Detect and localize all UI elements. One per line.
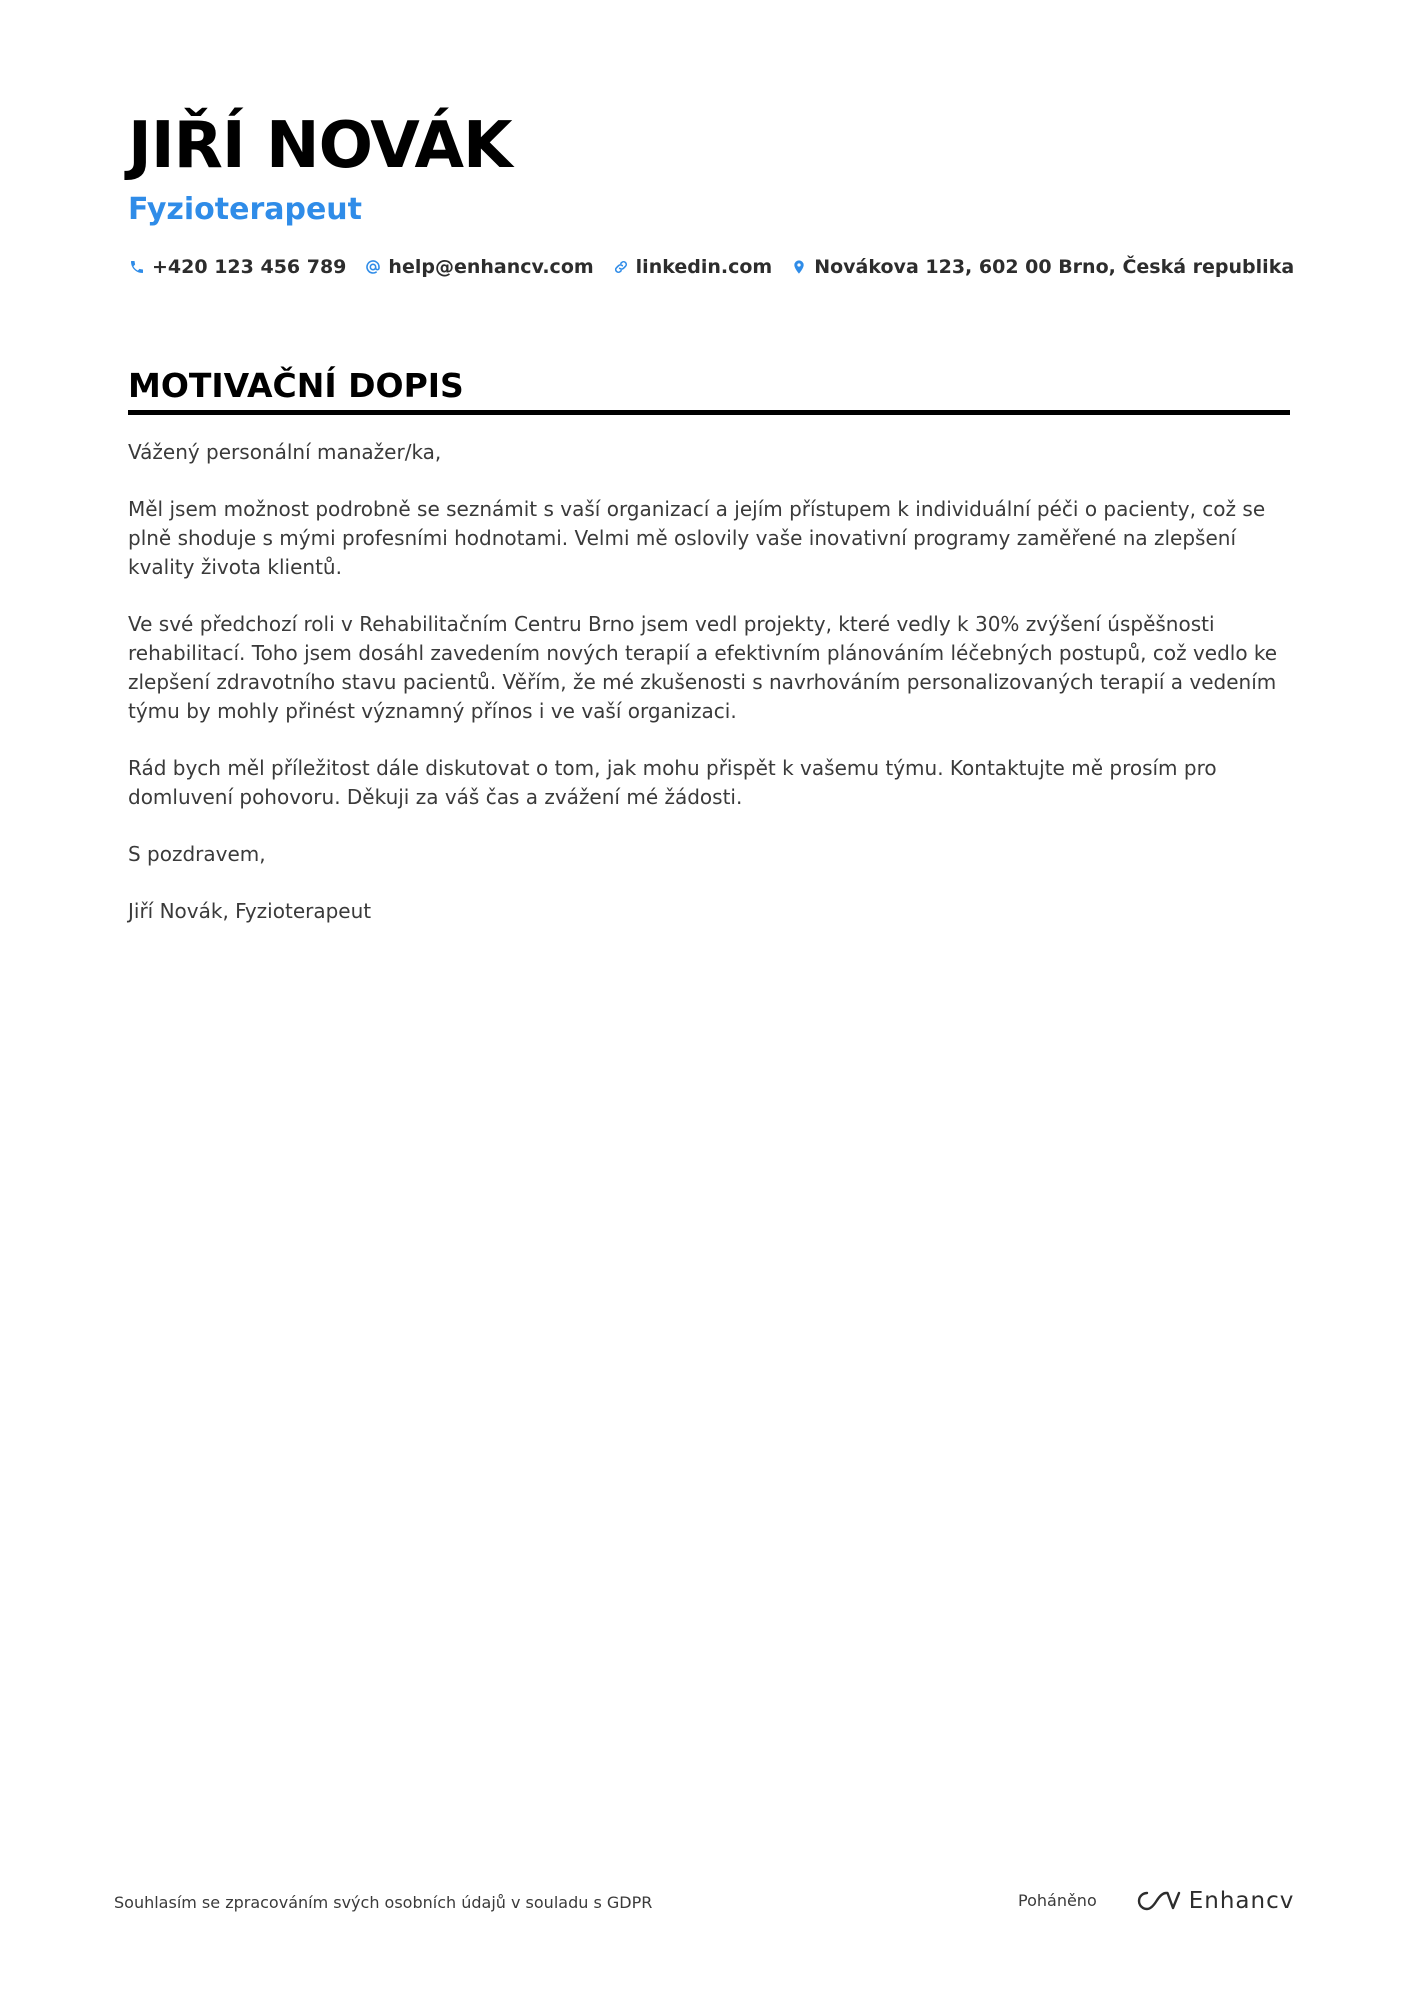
gdpr-consent: Souhlasím se zpracováním svých osobních údajů v souladu s GDPR: [114, 1893, 653, 1912]
contact-address: [790, 253, 1294, 281]
contact-phone: [128, 253, 346, 281]
letter-signature: Jiří Novák, Fyzioterapeut: [128, 899, 372, 923]
enhancv-logo-text: Enhancv: [1188, 1888, 1295, 1914]
section-title: MOTIVAČNÍ DOPIS: [128, 366, 464, 405]
candidate-role: Fyzioterapeut: [128, 192, 363, 227]
section-divider: [128, 410, 1290, 415]
enhancv-logo-icon: [1135, 1888, 1181, 1914]
link-icon: [612, 258, 630, 276]
letter-closing: S pozdravem,: [128, 842, 266, 866]
contact-email: [364, 253, 593, 281]
letter-paragraph: Ve své předchozí roli v Rehabilitačním Centru Brno jsem vedl projekty, které vedly k 30% zvýšení úspěšnosti rehabilitací. Toho jsem dosáhl zavedením nových terapií a efektivním plánováním léčebných postupů, což vedlo ke zlepšení zdravotního stavu pacientů. Věřím, že mé zkušenosti s navrhováním personalizovaných terapií a vedením týmu by mohly přinést významný přínos i ve vaší organizaci.: [128, 612, 1278, 723]
contact-linkedin-value[interactable]: linkedin.com: [635, 256, 773, 278]
powered-by-label: Poháněno: [1018, 1891, 1097, 1910]
footer-brand: [1018, 1886, 1294, 1916]
phone-icon: [128, 258, 146, 276]
letter-salutation: Vážený personální manažer/ka,: [128, 440, 442, 464]
at-icon: [364, 258, 382, 276]
letter-paragraph: Rád bych měl příležitost dále diskutovat o tom, jak mohu přispět k vašemu týmu. Kontaktujte mě prosím pro domluvení pohovoru. Děkuji za váš čas a zvážení mé žádosti.: [128, 756, 1217, 809]
contact-bar: [128, 253, 1312, 281]
letter-body: [128, 438, 1290, 954]
enhancv-logo[interactable]: [1135, 1886, 1295, 1916]
candidate-name: JIŘÍ NOVÁK: [128, 109, 512, 183]
contact-phone-value: +420 123 456 789: [152, 256, 347, 278]
location-pin-icon: [790, 258, 808, 276]
letter-paragraph: Měl jsem možnost podrobně se seznámit s vaší organizací a jejím přístupem k individuální péči o pacienty, což se plně shoduje s mými profesními hodnotami. Velmi mě oslovily vaše inovativní programy zaměřené na zlepšení kvality života klientů.: [128, 497, 1266, 579]
contact-linkedin: [612, 253, 773, 281]
contact-address-value: Novákova 123, 602 00 Brno, Česká republika: [814, 256, 1295, 278]
contact-email-value[interactable]: help@enhancv.com: [388, 256, 594, 278]
